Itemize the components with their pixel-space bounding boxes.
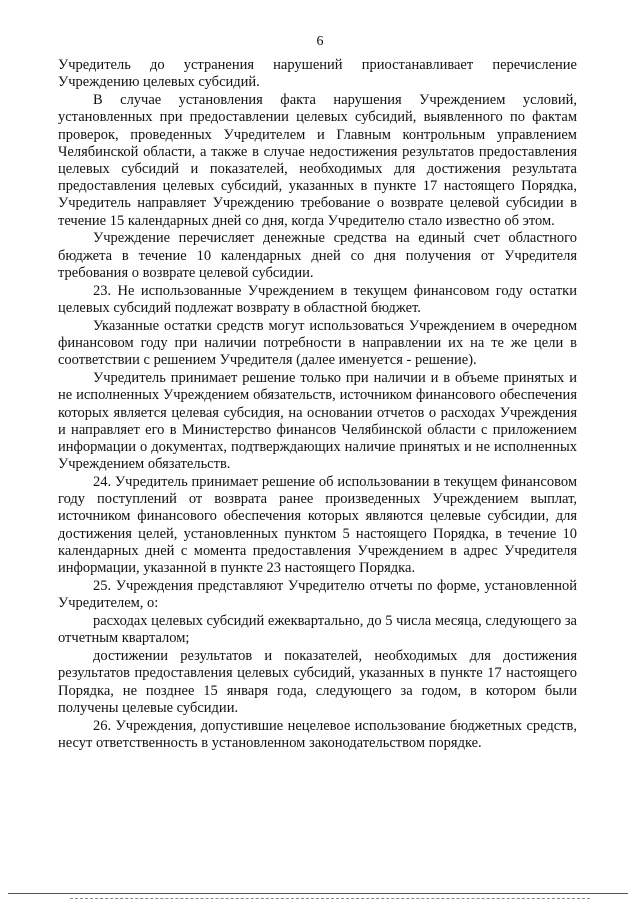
paragraph-clause-25: 25. Учреждения представляют Учредителю отчеты по форме, установленной Учредителем, о: [58,577,577,612]
paragraph: Учредитель принимает решение только при наличии и в объеме принятых и не исполненных Учреждением обязательств, источником финансового обеспечения которых является целевая субсидия, на основании отчетов о расходах Учреждения и направляет его в Министерство финансов Челябинской области с приложением информации о документах, подтверждающих наличие принятых и не исполненных Учреждением обязательств. [58,370,577,473]
document-body [58,57,577,753]
paragraph: достижении результатов и показателей, необходимых для достижения результатов предоставления целевых субсидий, указанных в пункте 17 настоящего Порядка, не позднее 15 января года, следующего за годом, в котором были получены целевые субсидии. [58,648,577,716]
page-number: 6 [316,34,324,49]
paragraph: расходах целевых субсидий ежеквартально, до 5 числа месяца, следующего за отчетным кварталом; [58,613,577,647]
paragraph-clause-24: 24. Учредитель принимает решение об использовании в текущем финансовом году поступлений от возврата ранее произведенных Учреждением выплат, источником финансового обеспечения которых являются целевые субсидии, для достижения целей, установленных пунктом 5 настоящего Порядка, в течение 10 календарных дней с момента предоставления Учреждением в адрес Учредителя информации, указанной в пункте 23 настоящего Порядка. [58,474,577,577]
paragraph: В случае установления факта нарушения Учреждением условий, установленных при предоставлении целевых субсидий, выявленного по фактам проверок, проведенных Учредителем и Главным контрольным управлением Челябинской области, а также в случае недостижения результатов предоставления целевых субсидий и показателей, необходимых для достижения результата предоставления целевых субсидий, указанных в пункте 17 настоящего Порядка, Учредитель направляет Учреждению требование о возврате целевой субсидии в течение 15 календарных дней со дня, когда Учредителю стало известно об этом. [58,92,577,229]
paragraph: Учредитель до устранения нарушений приостанавливает перечисление Учреждению целевых субсидий. [58,57,577,91]
paragraph: Указанные остатки средств могут использоваться Учреждением в очередном финансовом году при наличии потребности в направлении их на те же цели в соответствии с решением Учредителя (далее именуется - решение). [58,317,577,369]
paragraph: Учреждение перечисляет денежные средства на единый счет областного бюджета в течение 10 календарных дней со дня получения от Учредителя требования о возврате целевой субсидии. [58,230,577,281]
paragraph-clause-26: 26. Учреждения, допустившие нецелевое использование бюджетных средств, несут ответственность в установленном законодательством порядке. [58,717,577,751]
paragraph-clause-23: 23. Не использованные Учреждением в текущем финансовом году остатки целевых субсидий подлежат возврату в областной бюджет. [58,282,577,316]
footer-rule-dashed [70,898,590,899]
footer-rule [8,893,628,894]
